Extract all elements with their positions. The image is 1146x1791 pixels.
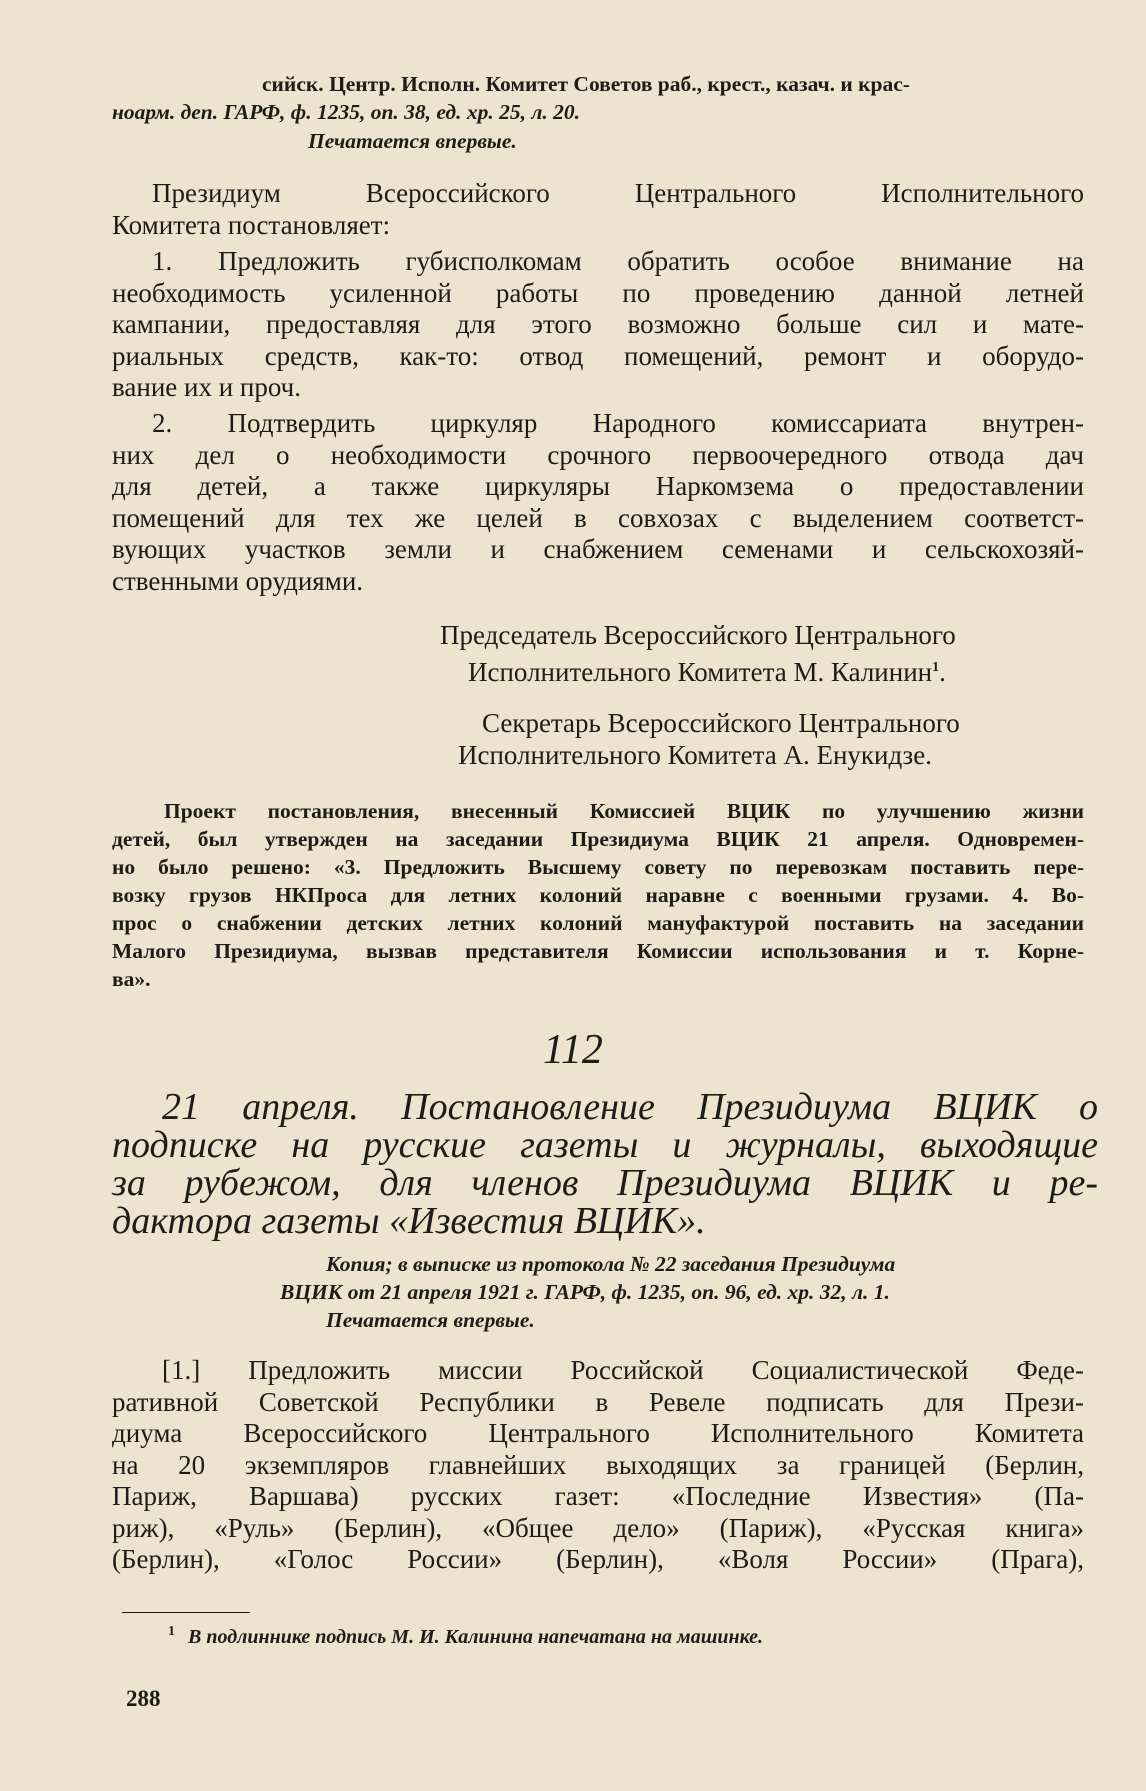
signature-line: Секретарь Всероссийского Центрального	[482, 708, 960, 738]
paragraph-line: риальных средств, как-то: отвод помещений, ремонт и оборудо-	[112, 340, 1084, 371]
archive-reference	[262, 70, 1084, 98]
footnote-reference: 1	[932, 659, 940, 675]
paragraph-line: для детей, а также циркуляры Наркомзема о предоставлении	[112, 471, 1084, 501]
note-line: Проект постановления, внесенный Комиссией ВЦИК по улучшению жизни	[164, 799, 1084, 823]
paragraph-line: (Берлин), «Голос России» (Берлин), «Воля России» (Прага),	[112, 1544, 1084, 1574]
document-number	[0, 1026, 1146, 1074]
title-line: подписке на русские газеты и журналы, выходящие	[112, 1124, 1098, 1166]
publication-note-2	[326, 1306, 535, 1334]
footnote-mark: 1	[168, 1624, 175, 1639]
page-number	[126, 1686, 161, 1712]
paragraph-line: [1.] Предложить миссии Российской Социалистической Феде-	[162, 1355, 1084, 1385]
paragraph-line: вующих участков земли и снабжением семенами и сельскохозяй-	[112, 534, 1084, 564]
footnote-text: В подлиннике подпись М. И. Калинина напечатана на машинке.	[188, 1625, 764, 1648]
signature-secretary	[420, 708, 1086, 771]
resolution-item-2	[112, 408, 1084, 597]
paragraph-line: диума Всероссийского Центрального Исполнительного Комитета	[112, 1418, 1084, 1448]
archive-reference-cont	[112, 98, 1084, 126]
document-source	[280, 1250, 1086, 1306]
document-number-text: 112	[543, 1027, 603, 1073]
note-line: Малого Президиума, вызвав представителя Комиссии использования и т. Корне-	[112, 939, 1084, 963]
note-line: детей, был утвержден на заседании Президиума ВЦИК 21 апреля. Одновремен-	[112, 827, 1084, 851]
signature-line: Председатель Всероссийского Центрального	[440, 620, 956, 650]
paragraph-line: вание их и проч.	[112, 372, 301, 402]
signature-line: Исполнительного Комитета М. Калинин	[468, 656, 933, 687]
resolution-intro	[112, 178, 1084, 241]
page-number-text: 288	[126, 1686, 161, 1711]
editorial-note	[112, 797, 1084, 993]
paragraph-line: необходимость усиленной работы по проведению данной летней	[112, 277, 1084, 308]
title-line: за рубежом, для членов Президиума ВЦИК и ре-	[112, 1162, 1098, 1204]
document-title	[112, 1088, 1098, 1240]
resolution-item-1	[112, 246, 1084, 404]
note-line: возку грузов НКПроса для летних колоний наравне с военными грузами. 4. Во-	[112, 883, 1084, 907]
title-line: дактора газеты «Известия ВЦИК».	[112, 1200, 706, 1242]
footnote	[168, 1624, 763, 1649]
source-line: Копия; в выписке из протокола № 22 заседания Президиума	[326, 1252, 896, 1276]
paragraph-line: Париж, Варшава) русских газет: «Последние Известия» (Па-	[112, 1481, 1084, 1511]
paragraph-line: риж), «Руль» (Берлин), «Общее дело» (Париж), «Русская книга»	[112, 1512, 1084, 1543]
paragraph-line: 2. Подтвердить циркуляр Народного комиссариата внутрен-	[152, 408, 1084, 438]
archive-reference-line: ноарм. деп. ГАРФ, ф. 1235, оп. 38, ед. хр. 25, л. 20.	[112, 100, 580, 124]
paragraph-line: Президиум Всероссийского Центрального Исполнительного	[152, 178, 1084, 208]
note-line: но было решено: «3. Предложить Высшему совету по перевозкам поставить пере-	[112, 855, 1084, 879]
note-line: прос о снабжении детских летних колоний мануфактурой поставить на заседании	[112, 911, 1084, 935]
paragraph-line: ративной Советской Республики в Ревеле подписать для Прези-	[112, 1386, 1084, 1417]
publication-note-text: Печатается впервые.	[308, 129, 517, 153]
paragraph-line: на 20 экземпляров главнейших выходящих за границей (Берлин,	[112, 1449, 1084, 1480]
publication-note	[308, 127, 517, 155]
source-line: ВЦИК от 21 апреля 1921 г. ГАРФ, ф. 1235, оп. 96, ед. хр. 32, л. 1.	[280, 1280, 890, 1304]
paragraph-line: кампании, предоставляя для этого возможно больше сил и мате-	[112, 309, 1084, 339]
title-line: 21 апреля. Постановление Президиума ВЦИК о	[162, 1086, 1098, 1128]
paragraph-line: 1. Предложить губисполкомам обратить особое внимание на	[152, 246, 1084, 276]
paragraph-line: них дел о необходимости срочного первоочередного отвода дач	[112, 439, 1084, 470]
paragraph-line: ственными орудиями.	[112, 565, 364, 596]
archive-reference-line: сийск. Центр. Исполн. Комитет Советов раб., крест., казач. и крас-	[262, 72, 910, 96]
publication-note-text: Печатается впервые.	[326, 1308, 535, 1332]
note-line: ва».	[112, 967, 151, 991]
footnote-divider	[122, 1612, 250, 1613]
paragraph-line: Комитета постановляет:	[112, 209, 391, 240]
paragraph-line: помещений для тех же целей в совхозах с выделением соответст-	[112, 502, 1084, 533]
signature-line: Исполнительного Комитета А. Енукидзе.	[458, 739, 932, 770]
resolution-body	[112, 1355, 1084, 1576]
signature-chairman: Председатель Всероссийского Центрального Исполнительного Комитета М. Калинин$^1$.	[420, 620, 1086, 688]
